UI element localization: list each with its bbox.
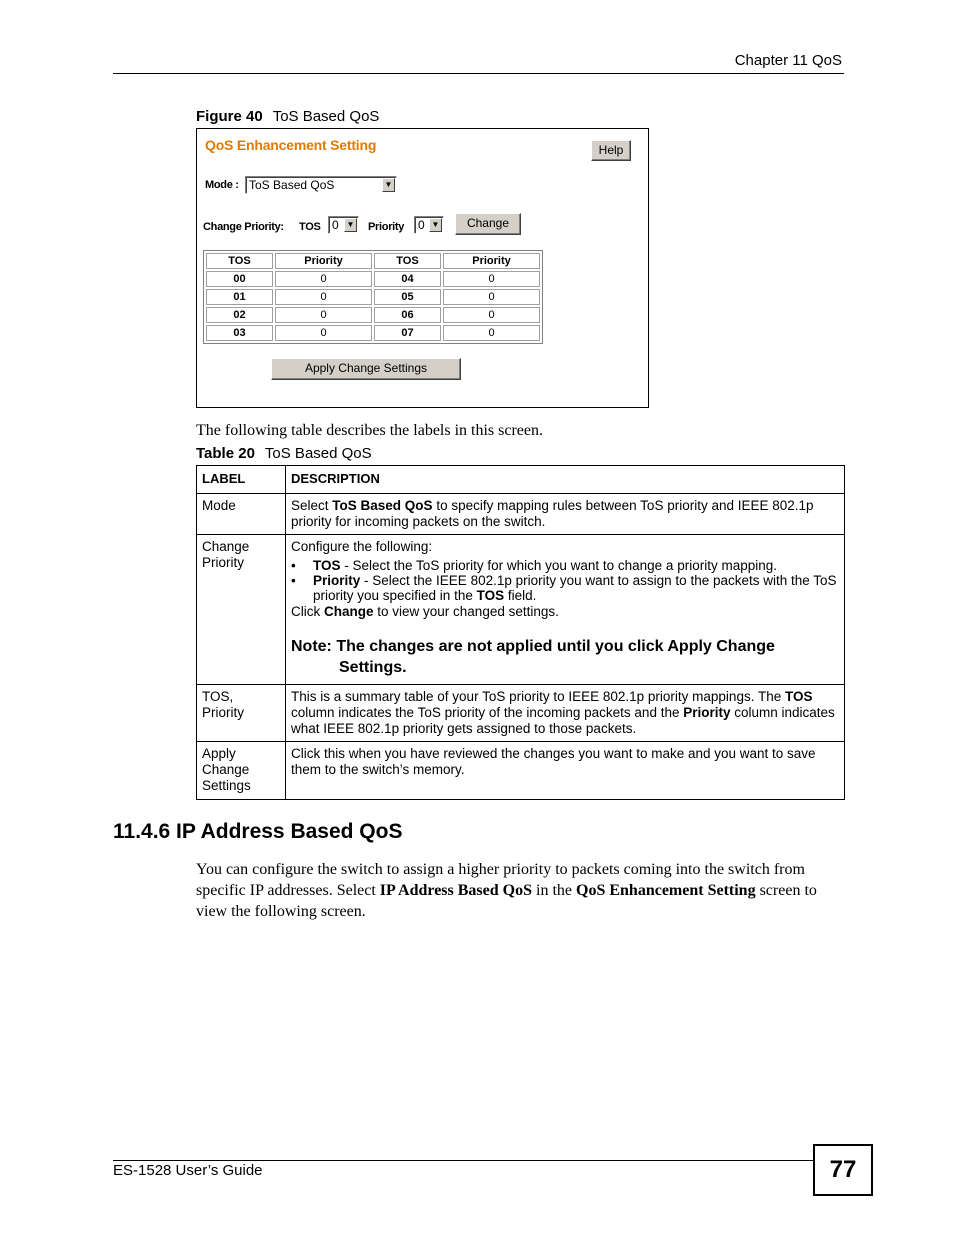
text: Select bbox=[291, 498, 333, 513]
text: Click bbox=[291, 604, 324, 619]
note-line: Note: The changes are not applied until you click Apply Change bbox=[291, 638, 775, 655]
tos-cell: 07 bbox=[374, 325, 441, 341]
tos-priority-table bbox=[203, 250, 543, 344]
label-line: Settings bbox=[202, 778, 251, 793]
tos-cell: 04 bbox=[374, 271, 441, 287]
chevron-down-icon: ▼ bbox=[429, 218, 442, 232]
table-row-change-priority bbox=[197, 535, 845, 685]
table-number: Table 20 bbox=[196, 445, 255, 462]
label-line: Priority bbox=[202, 705, 245, 720]
priority-select[interactable] bbox=[414, 216, 444, 234]
figure-title: ToS Based QoS bbox=[272, 108, 380, 125]
note-line: Settings. bbox=[339, 659, 407, 676]
row-description: Click this when you have reviewed the changes you want to make and you want to save them to the switch’s memory. bbox=[286, 742, 845, 800]
qos-screen-figure bbox=[196, 128, 649, 408]
priority-cell: 0 bbox=[275, 307, 372, 323]
row-description bbox=[286, 535, 845, 685]
text: column indicates what IEEE 802.1p priority gets assigned to those packets. bbox=[291, 705, 835, 736]
label-line: Change bbox=[202, 762, 250, 777]
apply-change-settings-button[interactable]: Apply Change Settings bbox=[271, 358, 461, 380]
table-title: ToS Based QoS bbox=[264, 445, 372, 462]
chevron-down-icon: ▼ bbox=[382, 178, 395, 192]
section-heading: 11.4.6 IP Address Based QoS bbox=[113, 820, 403, 843]
table-row-apply bbox=[197, 742, 845, 800]
row-description bbox=[286, 685, 845, 742]
bold-term: TOS bbox=[476, 588, 505, 603]
bold-term: QoS Enhancement Setting bbox=[576, 882, 756, 899]
text: - Select the IEEE 802.1p priority you want to assign to the packets with the ToS priority you specified in the bbox=[313, 573, 837, 603]
priority-cell: 0 bbox=[443, 325, 540, 341]
screen-title: QoS Enhancement Setting bbox=[205, 137, 377, 153]
row-label bbox=[197, 742, 286, 800]
priority-label: Priority bbox=[368, 221, 405, 233]
footer-rule bbox=[113, 1160, 813, 1161]
table-header-row bbox=[197, 466, 845, 494]
bold-term: TOS bbox=[784, 689, 813, 704]
intro-text: The following table describes the labels in this screen. bbox=[196, 422, 544, 439]
priority-cell: 0 bbox=[443, 289, 540, 305]
tos-select[interactable] bbox=[328, 216, 359, 234]
tos-cell: 03 bbox=[206, 325, 273, 341]
help-button[interactable]: Help bbox=[591, 140, 631, 161]
bold-term: Priority bbox=[683, 705, 731, 720]
priority-cell: 0 bbox=[275, 271, 372, 287]
table-row bbox=[206, 289, 540, 305]
col-header-tos-1: TOS bbox=[206, 253, 273, 269]
tos-cell: 05 bbox=[374, 289, 441, 305]
row-description bbox=[286, 494, 845, 535]
header-rule bbox=[113, 73, 844, 74]
row-label bbox=[197, 685, 286, 742]
mode-label: Mode : bbox=[205, 179, 239, 191]
label-description-table bbox=[196, 465, 845, 800]
click-line bbox=[291, 604, 839, 620]
label-column-header: LABEL bbox=[197, 466, 286, 494]
row-label bbox=[197, 535, 286, 685]
table-row-mode bbox=[197, 494, 845, 535]
change-button[interactable]: Change bbox=[455, 213, 521, 235]
bold-term: ToS Based QoS bbox=[332, 498, 433, 513]
bullet-icon: • bbox=[291, 558, 296, 573]
bold-term: TOS bbox=[313, 558, 341, 573]
page-number: 77 bbox=[813, 1144, 873, 1196]
chapter-header: Chapter 11 QoS bbox=[734, 52, 842, 69]
text: column indicates the ToS priority of the incoming packets and the bbox=[291, 705, 684, 720]
priority-cell: 0 bbox=[443, 307, 540, 323]
table-row bbox=[206, 271, 540, 287]
footer-guide-title: ES-1528 User’s Guide bbox=[113, 1162, 263, 1179]
label-line: TOS, bbox=[202, 689, 234, 704]
table-row bbox=[206, 325, 540, 341]
table-header-row bbox=[206, 253, 540, 269]
text: - Select the ToS priority for which you want to change a priority mapping. bbox=[340, 558, 777, 573]
label-line: Apply bbox=[202, 746, 236, 761]
tos-select-value: 0 bbox=[332, 218, 339, 232]
tos-cell: 01 bbox=[206, 289, 273, 305]
bold-term: Priority bbox=[313, 573, 361, 588]
priority-cell: 0 bbox=[443, 271, 540, 287]
text: to specify mapping rules between ToS priority and IEEE 802.1p priority for incoming packets on the switch. bbox=[291, 498, 814, 529]
tos-cell: 00 bbox=[206, 271, 273, 287]
priority-cell: 0 bbox=[275, 325, 372, 341]
figure-caption bbox=[196, 108, 379, 125]
text: screen to view the following screen. bbox=[196, 882, 817, 920]
note bbox=[291, 636, 839, 678]
table-row bbox=[206, 307, 540, 323]
bold-term: Change bbox=[324, 604, 374, 619]
bullet-list bbox=[291, 558, 839, 603]
row-label: Mode bbox=[197, 494, 286, 535]
bullet-icon: • bbox=[291, 573, 296, 588]
label-line: Priority bbox=[202, 555, 245, 570]
figure-number: Figure 40 bbox=[196, 108, 263, 125]
mode-select-value: ToS Based QoS bbox=[249, 178, 335, 192]
list-item bbox=[291, 573, 839, 603]
priority-select-value: 0 bbox=[418, 218, 425, 232]
text: You can configure the switch to assign a higher priority to packets coming into the switch from specific IP addresses. Select bbox=[196, 861, 805, 899]
table-row-tos-priority bbox=[197, 685, 845, 742]
col-header-priority-1: Priority bbox=[275, 253, 372, 269]
text: to view your changed settings. bbox=[373, 604, 559, 619]
tos-label: TOS bbox=[299, 221, 321, 233]
tos-cell: 02 bbox=[206, 307, 273, 323]
text: field. bbox=[504, 588, 537, 603]
table-caption bbox=[196, 445, 372, 462]
text: in the bbox=[532, 882, 576, 899]
col-header-priority-2: Priority bbox=[443, 253, 540, 269]
text: Configure the following: bbox=[291, 539, 433, 554]
text: This is a summary table of your ToS priority to IEEE 802.1p priority mappings. The bbox=[291, 689, 785, 704]
priority-cell: 0 bbox=[275, 289, 372, 305]
mode-select[interactable] bbox=[245, 176, 397, 194]
tos-cell: 06 bbox=[374, 307, 441, 323]
change-priority-label: Change Priority: bbox=[203, 221, 284, 233]
description-column-header: DESCRIPTION bbox=[286, 466, 845, 494]
col-header-tos-2: TOS bbox=[374, 253, 441, 269]
chevron-down-icon: ▼ bbox=[344, 218, 357, 232]
list-item bbox=[291, 558, 839, 573]
bold-term: IP Address Based QoS bbox=[379, 882, 532, 899]
section-paragraph bbox=[196, 859, 846, 922]
label-line: Change bbox=[202, 539, 250, 554]
